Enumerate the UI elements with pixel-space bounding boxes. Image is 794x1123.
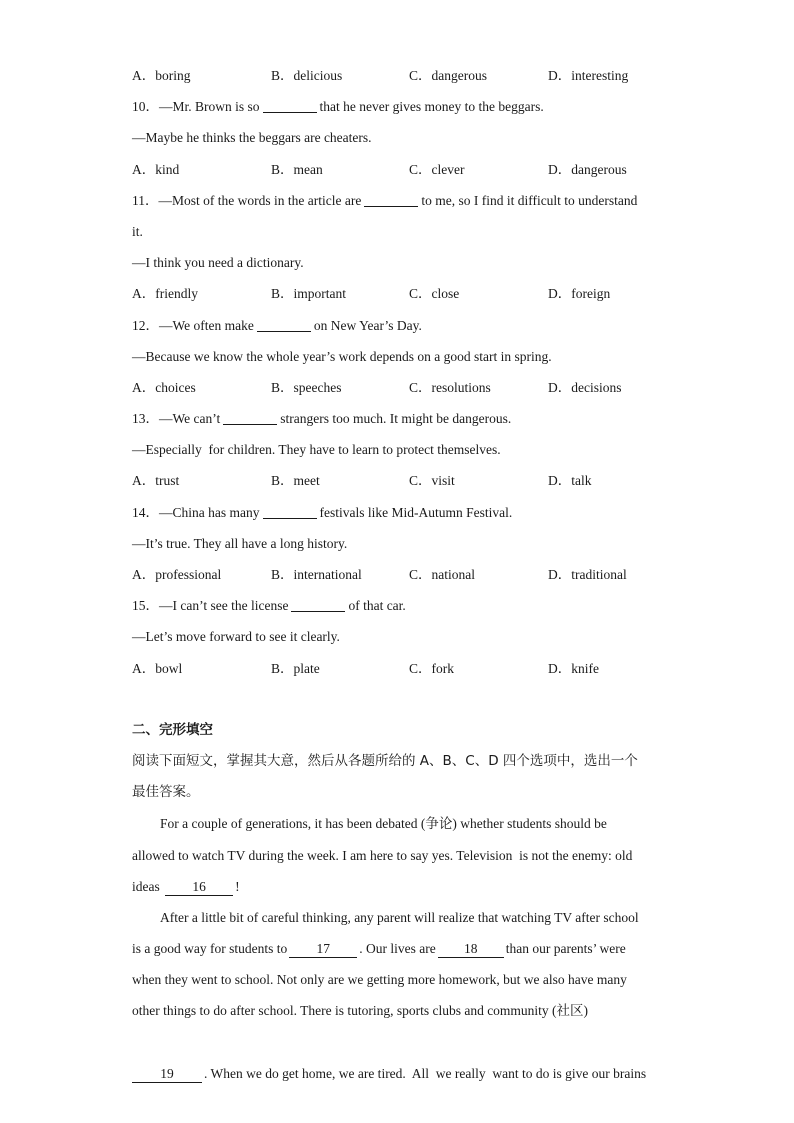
q12-stem-pre: 12．—We often make (132, 317, 254, 333)
q11-stem (132, 185, 662, 216)
q13-stem-pre: 13．—We can’t (132, 411, 221, 427)
q13-option-c: C．visit (409, 473, 455, 489)
q10-stem-post: that he never gives money to the beggars. (319, 99, 544, 115)
q13-options (132, 465, 662, 496)
q9-options (132, 60, 662, 91)
q13-stem (132, 403, 662, 434)
q10-reply: —Maybe he thinks the beggars are cheaters. (132, 130, 372, 146)
q14-stem-pre: 14．—China has many (132, 504, 260, 520)
q13-blank (223, 410, 277, 425)
q10-option-a: A．kind (132, 161, 180, 177)
q13-option-a: A．trust (132, 473, 180, 489)
passage-p1-line-3-post: ! (235, 878, 240, 894)
q12-stem (132, 310, 662, 341)
q11-stem-pre: 11．—Most of the words in the article are (132, 192, 362, 208)
document-page (132, 60, 662, 1081)
q11-options (132, 278, 662, 309)
q14-option-a: A．professional (132, 567, 222, 582)
q10-stem (132, 91, 662, 122)
q15-option-a: A．bowl (132, 660, 183, 676)
passage-p2-line-2-pre: is a good way for students to (132, 941, 288, 957)
q14-reply: —It’s true. They all have a long history. (132, 535, 348, 551)
q14-stem-post: festivals like Mid-Autumn Festival. (319, 504, 513, 520)
q9-option-c: C．dangerous (409, 68, 487, 83)
passage-p2-line-3: when they went to school. Not only are we getting more homework, but we also have many (132, 972, 627, 988)
passage-p2-line-2-mid: . Our lives are (359, 941, 436, 957)
q13-reply: —Especially for children. They have to learn to protect themselves. (132, 442, 501, 458)
blank-17: 17 (289, 941, 357, 958)
q9-option-a: A．boring (132, 68, 191, 83)
q11-stem-post: to me, so I find it difficult to understand (421, 192, 638, 208)
passage-p2-line-2 (132, 933, 662, 964)
q10-stem-pre: 10．—Mr. Brown is so (132, 99, 260, 115)
q15-reply: —Let’s move forward to see it clearly. (132, 629, 340, 645)
q15-option-c: C．fork (409, 660, 454, 676)
q10-options (132, 154, 662, 185)
q12-option-a: A．choices (132, 379, 196, 395)
q12-stem-post: on New Year’s Day. (313, 317, 422, 333)
passage-p1-line-3 (132, 871, 662, 902)
q11-reply: —I think you need a dictionary. (132, 255, 304, 271)
q9-option-b: B．delicious (271, 68, 343, 83)
q11-option-c: C．close (409, 286, 460, 302)
q15-options (132, 653, 662, 684)
q13-option-b: B．meet (271, 473, 320, 489)
q12-option-b: B．speeches (271, 379, 342, 395)
q15-stem-pre: 15．—I can’t see the license (132, 598, 289, 614)
q12-option-c: C．resolutions (409, 379, 491, 395)
q11-stem-continued: it. (132, 223, 143, 239)
passage-p2-line-1: After a little bit of careful thinking, any parent will realize that watching TV after school (160, 909, 639, 925)
q15-option-b: B．plate (271, 660, 320, 676)
blank-16: 16 (165, 879, 233, 896)
passage-p2-line-5 (132, 1027, 662, 1081)
section-instruction-line-2: 最佳答案。 (132, 784, 200, 801)
q9-option-d: D．interesting (548, 68, 629, 83)
q15-stem-post: of that car. (348, 598, 406, 614)
q11-blank (364, 192, 418, 207)
passage-p1-line-3-pre: ideas (132, 878, 160, 894)
q13-stem-post: strangers too much. It might be dangerous. (280, 411, 512, 427)
passage-p2-line-5-post: . When we do get home, we are tired. All we really want to do is give our brains (204, 1065, 647, 1081)
q14-option-b: B．international (271, 567, 362, 582)
q11-option-b: B．important (271, 286, 346, 302)
section-title: 二、完形填空 (132, 721, 213, 738)
q15-blank (291, 597, 345, 612)
q13-option-d: D．talk (548, 473, 592, 489)
q11-option-d: D．foreign (548, 286, 611, 302)
blank-18: 18 (438, 941, 504, 958)
q10-blank (263, 98, 317, 113)
q15-option-d: D．knife (548, 660, 599, 676)
q14-blank (263, 504, 317, 519)
q15-stem (132, 590, 662, 621)
q12-reply: —Because we know the whole year’s work depends on a good start in spring. (132, 348, 552, 364)
q14-option-d: D．traditional (548, 567, 627, 582)
q11-option-a: A．friendly (132, 286, 198, 302)
passage-p2-line-4: other things to do after school. There is tutoring, sports clubs and community (社区) (132, 1003, 589, 1019)
q12-options (132, 372, 662, 403)
q10-option-c: C．clever (409, 161, 465, 177)
q10-option-b: B．mean (271, 161, 323, 177)
q12-option-d: D．decisions (548, 379, 622, 395)
q10-option-d: D．dangerous (548, 161, 627, 177)
q14-stem (132, 497, 662, 528)
passage-p1-line-1: For a couple of generations, it has been debated (争论) whether students should be (160, 816, 607, 832)
q14-option-c: C．national (409, 567, 475, 582)
q12-blank (257, 317, 311, 332)
passage-p1-line-2: allowed to watch TV during the week. I am here to say yes. Television is not the enemy: old (132, 847, 633, 863)
section-instruction-line-1: 阅读下面短文，掌握其大意，然后从各题所给的 A、B、C、D 四个选项中，选出一个 (132, 752, 638, 769)
q14-options (132, 559, 662, 590)
passage-p2-line-2-post: than our parents’ were (505, 941, 626, 957)
blank-19: 19 (132, 1066, 202, 1083)
